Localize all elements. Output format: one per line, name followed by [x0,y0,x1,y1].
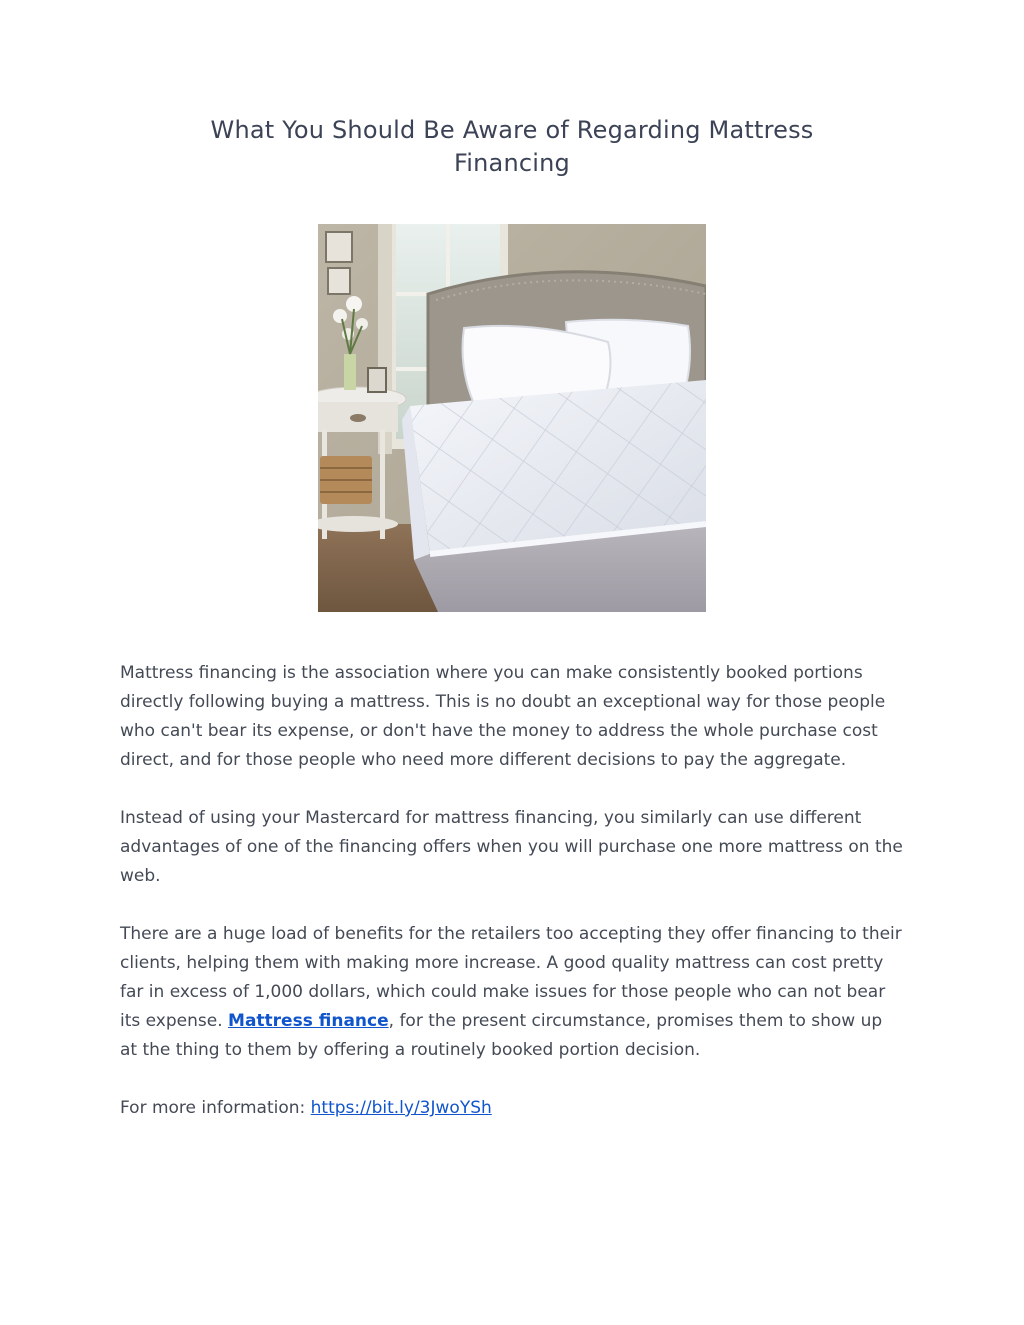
mattress-bed-illustration [318,224,706,612]
page-title: What You Should Be Aware of Regarding Mattress Financing [210,116,814,177]
more-info-label: For more information: [120,1098,311,1118]
paragraph-3 [120,920,904,1065]
paragraph-4 [120,1094,904,1123]
article-body [120,659,904,1152]
more-info-link[interactable]: https://bit.ly/3JwoYSh [310,1098,492,1118]
paragraph-3-text-start: There are a huge load of benefits for the retailers too accepting they offer financing to their clients, helping them with making more increase. A good quality mattress can cost pretty far in excess of 1,000 dollars, which could make issues for those people who can not bear its expense. [120,924,902,1031]
mattress-bed-photo [318,224,706,612]
paragraph-1: Mattress financing is the association where you can make consistently booked portions directly following buying a mattress. This is no doubt an exceptional way for those people who can't bear its expense, or don't have the money to address the whole purchase cost direct, and for those people who need more different decisions to pay the aggregate. [120,663,886,770]
mattress-finance-link[interactable]: Mattress finance [228,1011,389,1031]
paragraph-2: Instead of using your Mastercard for mattress financing, you similarly can use different advantages of one of the financing offers when you will purchase one more mattress on the web. [120,808,903,886]
paragraph-3-text-end: , for the present circumstance, promises them to show up at the thing to them by offering a routinely booked portion decision. [120,1011,883,1060]
